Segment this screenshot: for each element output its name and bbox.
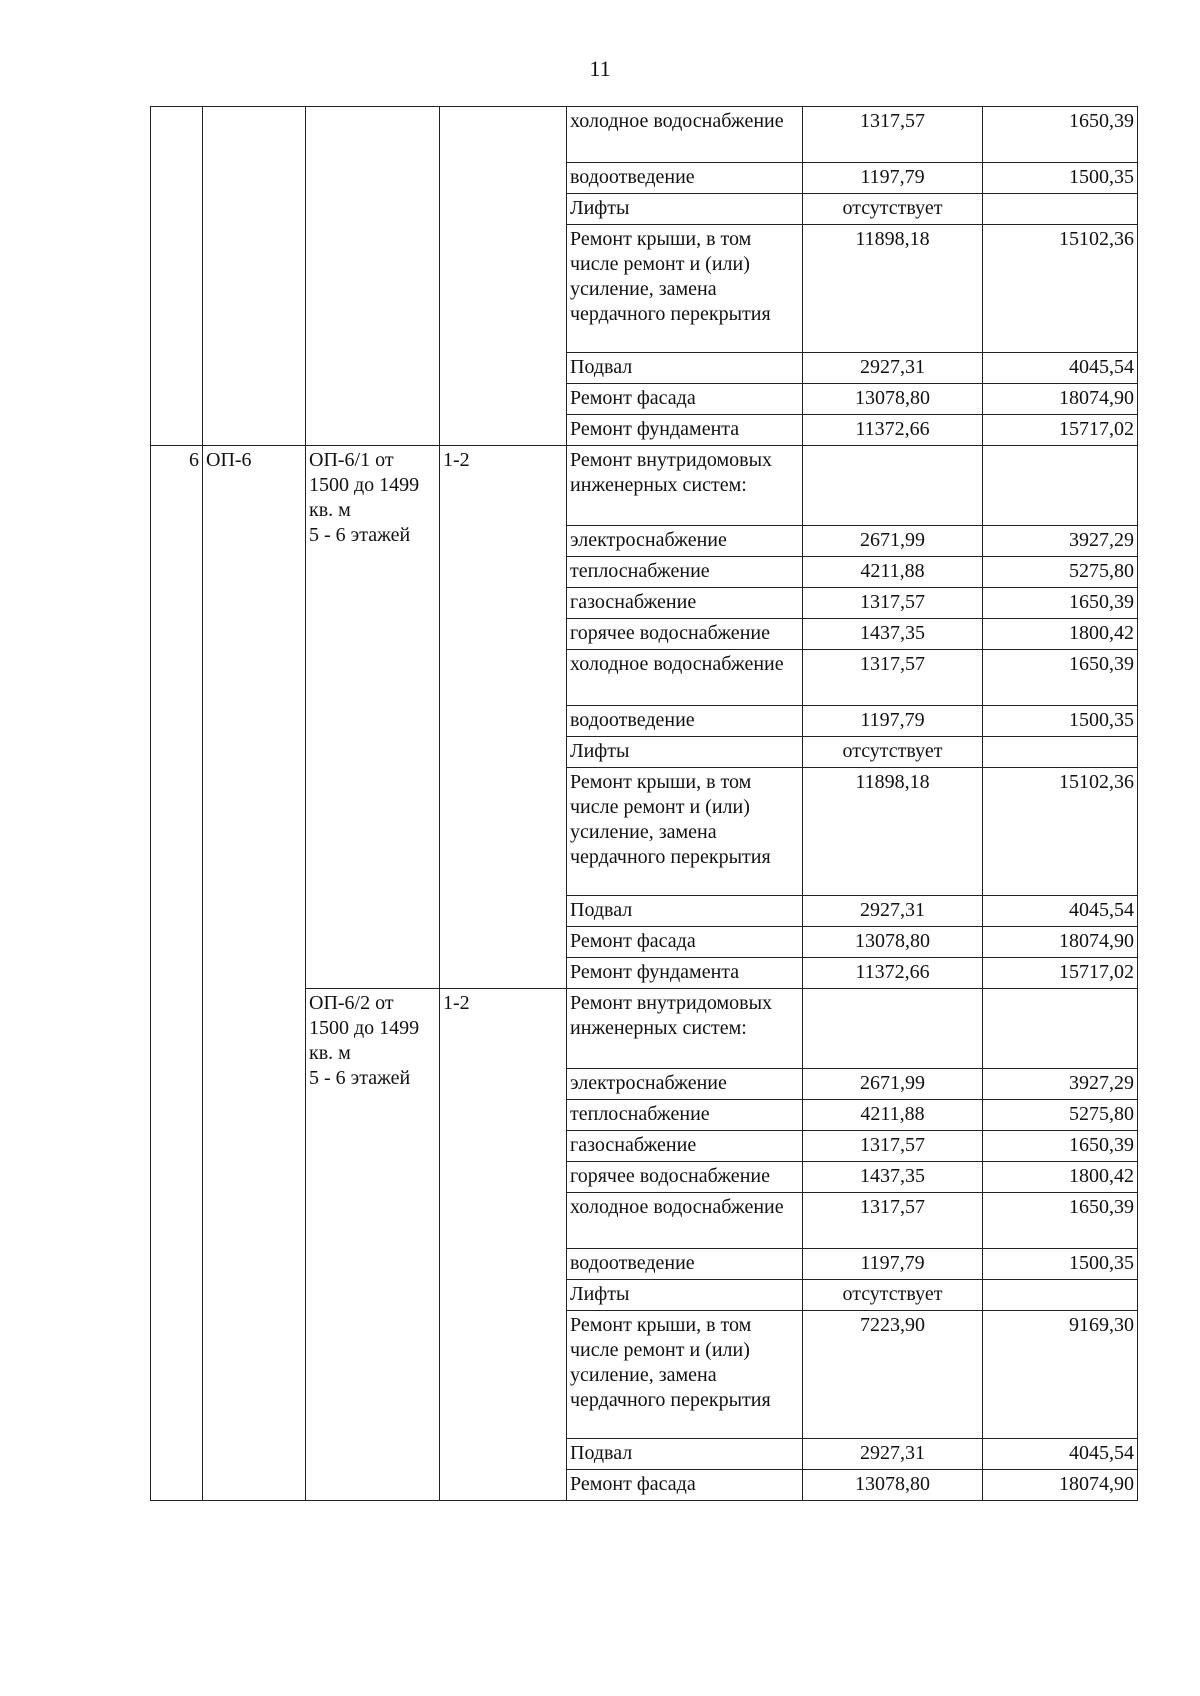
cost-min-cell: 1437,35	[803, 619, 983, 650]
work-type-cell: электроснабжение	[567, 1069, 803, 1100]
work-type-cell: горячее водоснабжение	[567, 619, 803, 650]
cost-min-cell: 7223,90	[803, 1311, 983, 1439]
cost-min-cell: 13078,80	[803, 927, 983, 958]
cost-max-cell: 3927,29	[983, 1069, 1138, 1100]
table-body	[151, 107, 1138, 1501]
work-type-cell: Ремонт фундамента	[567, 415, 803, 446]
cost-max-cell: 3927,29	[983, 526, 1138, 557]
work-type-cell: Ремонт фундамента	[567, 958, 803, 989]
cost-max-cell: 1800,42	[983, 1162, 1138, 1193]
work-type-cell: Ремонт крыши, в том числе ремонт и (или) усиление, замена чердачного перекрытия	[567, 1311, 803, 1439]
cost-max-cell: 15717,02	[983, 415, 1138, 446]
cost-max-cell: 15102,36	[983, 225, 1138, 353]
work-type-cell: Ремонт внутридомовых инженерных систем:	[567, 989, 803, 1069]
cost-min-cell: 1317,57	[803, 1193, 983, 1249]
cost-min-cell: 1317,57	[803, 1131, 983, 1162]
cost-max-cell	[983, 989, 1138, 1069]
cost-min-cell	[803, 446, 983, 526]
cost-min-cell: 1197,79	[803, 706, 983, 737]
work-type-cell: водоотведение	[567, 706, 803, 737]
zone-cell: 1-2	[440, 446, 567, 989]
subtype-cell	[306, 107, 440, 446]
row-number-cell: 6	[151, 446, 203, 1501]
cost-max-cell	[983, 737, 1138, 768]
row-number-cell	[151, 107, 203, 446]
cost-max-cell: 18074,90	[983, 384, 1138, 415]
work-type-cell: газоснабжение	[567, 1131, 803, 1162]
cost-min-cell: 1317,57	[803, 107, 983, 163]
cost-max-cell: 1650,39	[983, 1193, 1138, 1249]
cost-min-cell: 2671,99	[803, 1069, 983, 1100]
cost-min-cell: 4211,88	[803, 557, 983, 588]
cost-min-cell: 1437,35	[803, 1162, 983, 1193]
type-code-cell: ОП-6	[203, 446, 306, 1501]
cost-min-cell: 2927,31	[803, 353, 983, 384]
table-row	[151, 446, 1138, 526]
work-type-cell: газоснабжение	[567, 588, 803, 619]
work-type-cell: холодное водоснабжение	[567, 650, 803, 706]
cost-min-cell: 4211,88	[803, 1100, 983, 1131]
cost-min-cell: 2671,99	[803, 526, 983, 557]
zone-cell: 1-2	[440, 989, 567, 1501]
cost-max-cell: 1500,35	[983, 163, 1138, 194]
zone-cell	[440, 107, 567, 446]
cost-max-cell: 18074,90	[983, 927, 1138, 958]
page-number: 11	[589, 56, 611, 81]
work-type-cell: водоотведение	[567, 1249, 803, 1280]
cost-max-cell: 5275,80	[983, 1100, 1138, 1131]
cost-min-cell: 13078,80	[803, 1470, 983, 1501]
cost-max-cell	[983, 446, 1138, 526]
work-type-cell: Ремонт крыши, в том числе ремонт и (или) усиление, замена чердачного перекрытия	[567, 768, 803, 896]
cost-max-cell: 1650,39	[983, 588, 1138, 619]
cost-min-cell: 1317,57	[803, 650, 983, 706]
work-type-cell: Ремонт внутридомовых инженерных систем:	[567, 446, 803, 526]
work-type-cell: Подвал	[567, 896, 803, 927]
work-type-cell: Подвал	[567, 353, 803, 384]
cost-min-cell: 2927,31	[803, 896, 983, 927]
cost-min-cell: 13078,80	[803, 384, 983, 415]
cost-max-cell: 1500,35	[983, 1249, 1138, 1280]
work-type-cell: Лифты	[567, 194, 803, 225]
cost-min-cell: 2927,31	[803, 1439, 983, 1470]
cost-max-cell: 15717,02	[983, 958, 1138, 989]
cost-min-cell: 1197,79	[803, 1249, 983, 1280]
rates-table	[150, 106, 1138, 1501]
cost-min-cell: отсутствует	[803, 1280, 983, 1311]
subtype-cell: ОП-6/1 от 1500 до 1499 кв. м 5 - 6 этажей	[306, 446, 440, 989]
table-row	[151, 107, 1138, 163]
cost-max-cell: 5275,80	[983, 557, 1138, 588]
cost-min-cell: 1317,57	[803, 588, 983, 619]
cost-max-cell: 4045,54	[983, 1439, 1138, 1470]
cost-min-cell: отсутствует	[803, 737, 983, 768]
work-type-cell: Ремонт крыши, в том числе ремонт и (или) усиление, замена чердачного перекрытия	[567, 225, 803, 353]
cost-min-cell: 11898,18	[803, 768, 983, 896]
cost-max-cell: 1650,39	[983, 650, 1138, 706]
cost-max-cell	[983, 194, 1138, 225]
cost-max-cell: 1650,39	[983, 1131, 1138, 1162]
cost-min-cell: 11372,66	[803, 415, 983, 446]
work-type-cell: Ремонт фасада	[567, 1470, 803, 1501]
cost-max-cell: 1800,42	[983, 619, 1138, 650]
cost-max-cell: 9169,30	[983, 1311, 1138, 1439]
cost-min-cell: 11898,18	[803, 225, 983, 353]
work-type-cell: Ремонт фасада	[567, 384, 803, 415]
cost-min-cell: 1197,79	[803, 163, 983, 194]
work-type-cell: водоотведение	[567, 163, 803, 194]
work-type-cell: теплоснабжение	[567, 1100, 803, 1131]
cost-max-cell: 4045,54	[983, 353, 1138, 384]
cost-min-cell: 11372,66	[803, 958, 983, 989]
work-type-cell: теплоснабжение	[567, 557, 803, 588]
work-type-cell: горячее водоснабжение	[567, 1162, 803, 1193]
work-type-cell: Лифты	[567, 1280, 803, 1311]
subtype-cell: ОП-6/2 от 1500 до 1499 кв. м 5 - 6 этажей	[306, 989, 440, 1501]
work-type-cell: Ремонт фасада	[567, 927, 803, 958]
work-type-cell: холодное водоснабжение	[567, 1193, 803, 1249]
cost-max-cell	[983, 1280, 1138, 1311]
work-type-cell: Подвал	[567, 1439, 803, 1470]
work-type-cell: электроснабжение	[567, 526, 803, 557]
cost-max-cell: 18074,90	[983, 1470, 1138, 1501]
type-code-cell	[203, 107, 306, 446]
work-type-cell: Лифты	[567, 737, 803, 768]
cost-max-cell: 15102,36	[983, 768, 1138, 896]
cost-min-cell: отсутствует	[803, 194, 983, 225]
cost-max-cell: 4045,54	[983, 896, 1138, 927]
work-type-cell: холодное водоснабжение	[567, 107, 803, 163]
cost-max-cell: 1650,39	[983, 107, 1138, 163]
cost-min-cell	[803, 989, 983, 1069]
cost-max-cell: 1500,35	[983, 706, 1138, 737]
